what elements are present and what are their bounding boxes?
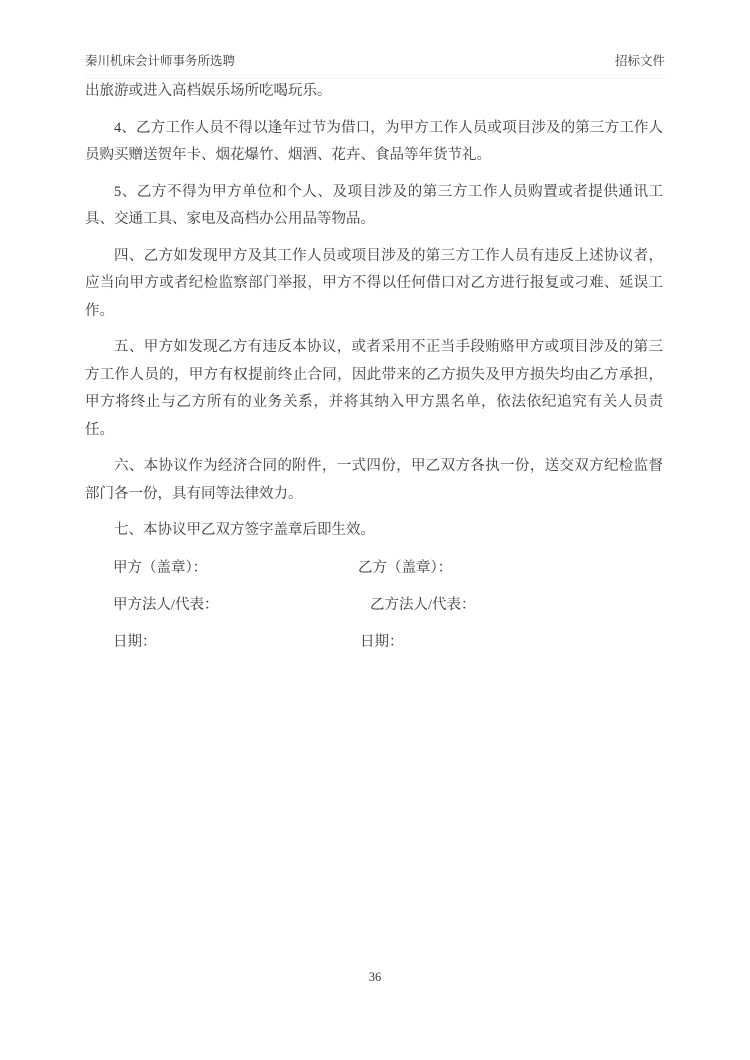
party-a-seal-label: 甲方（盖章）：: [113, 559, 208, 576]
document-body: [85, 78, 663, 666]
page-footer: [0, 968, 750, 986]
signature-row: [113, 555, 663, 583]
body-paragraph: 七、本协议甲乙双方签字盖章后即生效。: [114, 522, 375, 538]
page-number: 36: [368, 970, 382, 984]
body-paragraph: 四、乙方如发现甲方及其工作人员或项目涉及的第三方工作人员有违反上述协议者，应当向甲方或者纪检监察部门举报，甲方不得以任何借口对乙方进行报复或刁难、延误工作。: [85, 247, 663, 319]
party-b-seal-label: 乙方（盖章）：: [358, 559, 453, 576]
signature-row: [113, 592, 663, 620]
body-paragraph: 4、乙方工作人员不得以逢年过节为借口，为甲方工作人员或项目涉及的第三方工作人员购买赠送贺年卡、烟花爆竹、烟酒、花卉、食品等年货节礼。: [85, 119, 663, 163]
page-header: [85, 52, 665, 79]
party-a-representative-label: 甲方法人/代表：: [113, 596, 219, 613]
body-paragraph: 五、甲方如发现乙方有违反本协议，或者采用不正当手段贿赂甲方或项目涉及的第三方工作人员的，甲方有权提前终止合同，因此带来的乙方损失及甲方损失均由乙方承担，甲方将终止与乙方所有的业务关系，并将其纳入甲方黑名单，依法依纪追究有关人员责任。: [85, 339, 663, 438]
party-b-representative-label: 乙方法人/代表：: [370, 596, 476, 613]
body-paragraph: 5、乙方不得为甲方单位和个人、及项目涉及的第三方工作人员购置或者提供通讯工具、交通工具、家电及高档办公用品等物品。: [85, 183, 663, 227]
signature-block: [85, 555, 663, 657]
party-a-date-label: 日期：: [113, 633, 157, 650]
header-project-title: 秦川机床会计师事务所选聘: [85, 54, 236, 68]
party-b-date-label: 日期：: [360, 633, 404, 650]
body-paragraph: 六、本协议作为经济合同的附件，一式四份，甲乙双方各执一份，送交双方纪检监督部门各一份，具有同等法律效力。: [85, 458, 663, 502]
body-continuation-line: 出旅游或进入高档娱乐场所吃喝玩乐。: [85, 83, 332, 99]
signature-row: [113, 629, 663, 657]
header-doc-type: 招标文件: [614, 54, 665, 68]
